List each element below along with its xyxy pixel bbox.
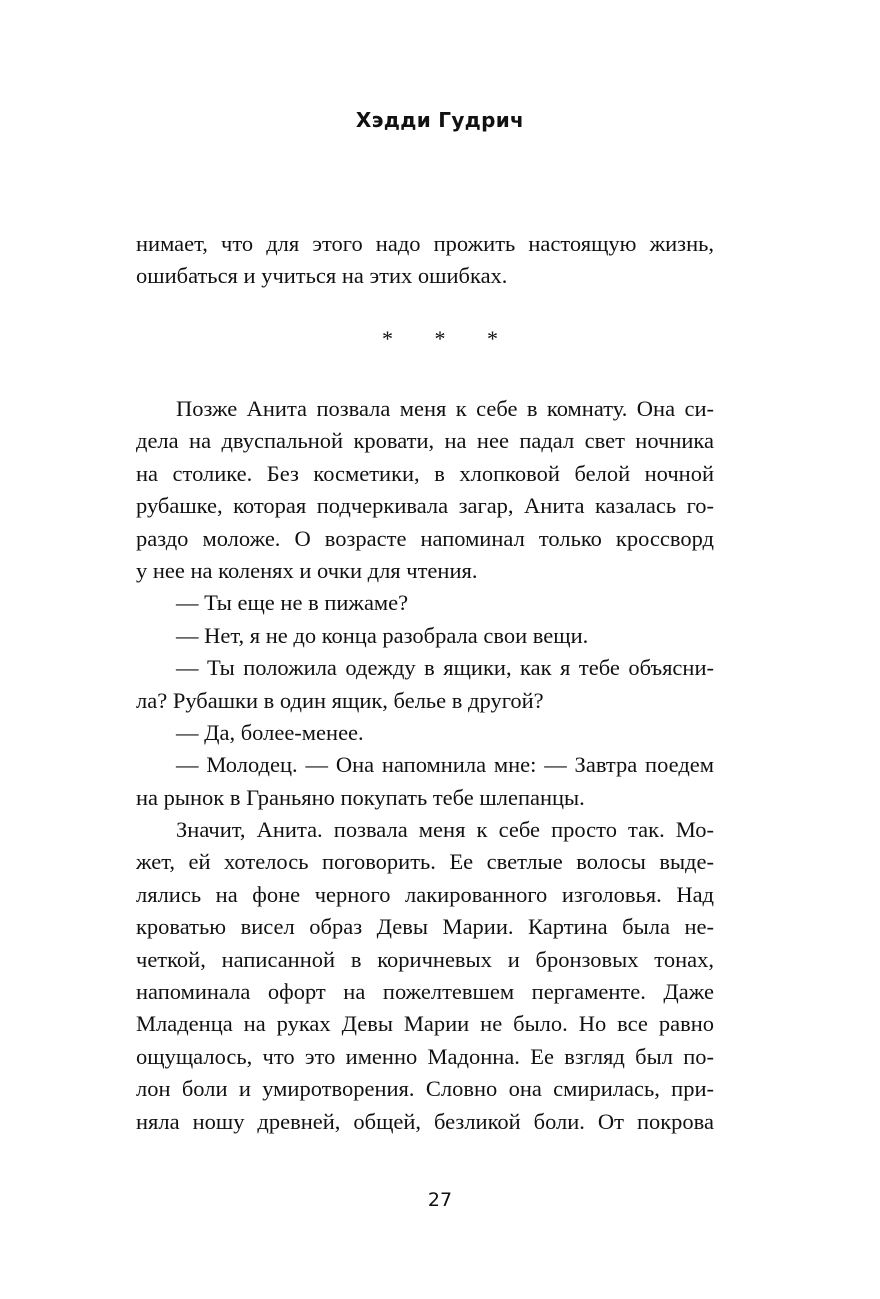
page-number: 27: [427, 1189, 453, 1211]
text-line: Младенца на руках Девы Марии не было. Но все равно: [136, 1011, 714, 1037]
dialogue-line: — Ты положила одежду в ящики, как я тебе объясни-: [176, 655, 714, 681]
text-line: раздо моложе. О возрасте напоминал только кроссворд: [136, 525, 714, 551]
dialogue-line: — Нет, я не до конца разобрала свои вещи.: [176, 622, 589, 648]
text-line: ошибаться и учиться на этих ошибках.: [136, 263, 508, 289]
text-line: Позже Анита позвала меня к себе в комнату. Она си-: [176, 396, 714, 421]
text-line: лялись на фоне черного лакированного изголовья. Над: [136, 881, 714, 907]
text-line: дела на двуспальной кровати, на нее падал свет ночника: [136, 428, 714, 454]
text-line: напоминала офорт на пожелтевшем пергаменте. Даже: [136, 979, 714, 1005]
text-line: няла ношу древней, общей, безликой боли. От покрова: [136, 1108, 714, 1134]
text-line: нимает, что для этого надо прожить настоящую жизнь,: [136, 231, 714, 256]
text-line: рубашке, которая подчеркивала загар, Анита казалась го-: [136, 493, 714, 519]
running-head-author: Хэдди Гудрич: [355, 108, 525, 132]
dialogue-line: — Да, более-менее.: [176, 719, 364, 745]
text-block-main: [136, 393, 714, 1138]
text-line: жет, ей хотелось поговорить. Ее светлые волосы выде-: [136, 849, 714, 875]
text-block-top: [136, 228, 714, 293]
text-line: на рынок в Граньяно покупать тебе шлепанцы.: [136, 784, 585, 810]
text-line: на столике. Без косметики, в хлопковой белой ночной: [136, 460, 714, 486]
text-line: Значит, Анита. позвала меня к себе просто так. Мо-: [176, 817, 714, 843]
section-separator: * * *: [382, 326, 516, 351]
text-line: кроватью висел образ Девы Марии. Картина была не-: [136, 914, 714, 940]
text-line: ла? Рубашки в один ящик, белье в другой?: [136, 687, 544, 713]
dialogue-line: — Молодец. — Она напомнила мне: — Завтра поедем: [176, 752, 714, 778]
text-line: лон боли и умиротворения. Словно она смирилась, при-: [136, 1076, 714, 1102]
text-line: у нее на коленях и очки для чтения.: [136, 557, 478, 583]
text-line: четкой, написанной в коричневых и бронзовых тонах,: [136, 946, 714, 972]
text-line: ощущалось, что это именно Мадонна. Ее взгляд был по-: [136, 1043, 714, 1069]
dialogue-line: — Ты еще не в пижаме?: [176, 590, 409, 616]
